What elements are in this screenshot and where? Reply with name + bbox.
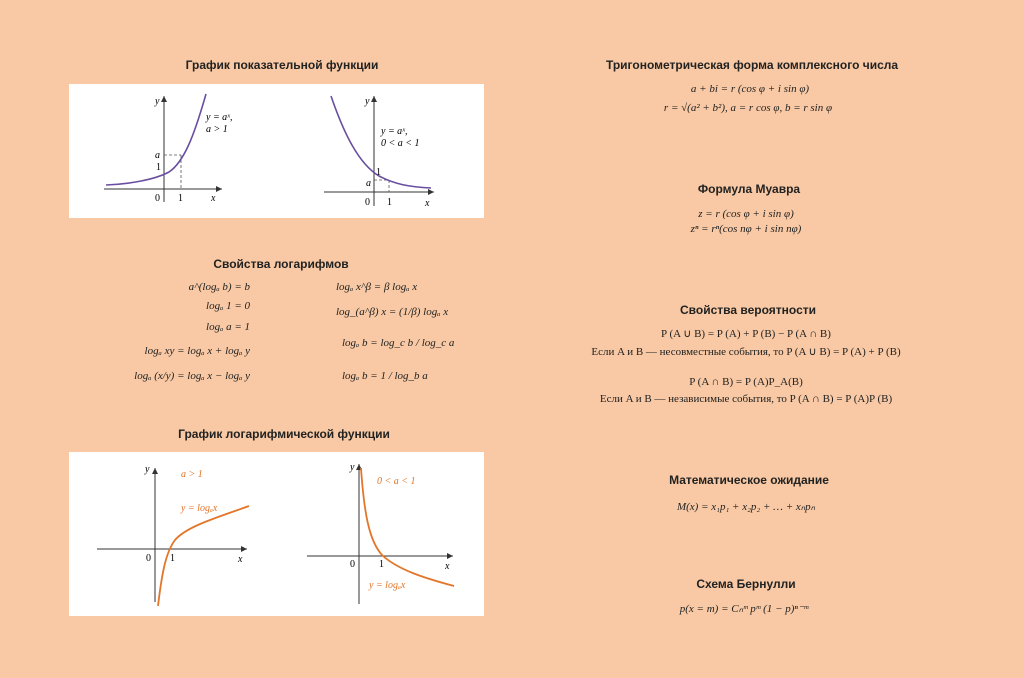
y-arrow <box>152 468 158 474</box>
log-props-title: Свойства логарифмов <box>213 257 349 271</box>
log-prop-2: logₐ 1 = 0 <box>206 300 250 312</box>
condition-label: 0 < a < 1 <box>377 476 416 487</box>
a-label: a <box>366 178 371 189</box>
condition-label: a > 1 <box>206 124 228 135</box>
y-label: y <box>365 96 370 107</box>
exp-graph-2 <box>324 96 434 209</box>
a-label: a <box>155 150 160 161</box>
x-arrow <box>428 189 434 195</box>
log-graph-title: График логарифмической функции <box>178 427 390 441</box>
log-graphs-svg <box>69 452 484 616</box>
y-arrow <box>161 96 167 102</box>
trig-title: Тригонометрическая форма комплексного числа <box>605 58 899 72</box>
log-prop-6: logₐ x^β = β logₐ x <box>336 281 418 293</box>
condition-label: 0 < a < 1 <box>381 138 420 149</box>
log-prop-3: logₐ a = 1 <box>206 321 250 333</box>
origin-label: 0 <box>365 197 370 208</box>
moivre-formula-1: z = r (cos φ + i sin φ) <box>698 208 794 220</box>
x-arrow <box>216 186 222 192</box>
y-label: y <box>145 464 150 475</box>
one-y-label: 1 <box>376 167 381 178</box>
one-x-label: 1 <box>178 193 183 204</box>
log-graph-panel <box>69 452 484 616</box>
one-x-label: 1 <box>387 197 392 208</box>
log-graph-1 <box>97 464 249 606</box>
moivre-formula-2: zⁿ = rⁿ(cos nφ + i sin nφ) <box>690 223 802 235</box>
bernoulli-formula: p(x = m) = Cₙᵐ pᵐ (1 − p)ⁿ⁻ᵐ <box>679 603 809 615</box>
equation-label: y = logₐx <box>369 580 406 591</box>
trig-formula-2: r = √(a² + b²), a = r cos φ, b = r sin φ <box>663 102 833 114</box>
exp-graph-1 <box>104 94 233 204</box>
prob-formula-3: P (A ∩ B) = P (A)P_A(B) <box>689 376 803 388</box>
prob-formula-1: P (A ∪ B) = P (A) + P (B) − P (A ∩ B) <box>661 328 831 340</box>
log-prop-5: logₐ (x/y) = logₐ x − logₐ y <box>134 370 250 382</box>
bernoulli-title: Схема Бернулли <box>696 577 796 591</box>
trig-formula-1: a + bi = r (cos φ + i sin φ) <box>690 83 810 95</box>
origin-label: 0 <box>155 193 160 204</box>
one-label: 1 <box>379 559 384 570</box>
exp-graphs-svg <box>69 84 484 218</box>
condition-label: a > 1 <box>181 469 203 480</box>
log-graph-2 <box>307 462 454 604</box>
origin-label: 0 <box>350 559 355 570</box>
equation-label: y = aˣ, <box>381 126 408 137</box>
y-label: y <box>350 462 355 473</box>
origin-label: 0 <box>146 553 151 564</box>
prob-formula-2: Если A и B — несовместные события, то P (A ∪ B) = P (A) + P (B) <box>591 346 901 358</box>
x-label: x <box>445 561 450 572</box>
y-arrow <box>371 96 377 102</box>
prob-formula-4: Если A и B — независимые события, то P (A ∩ B) = P (A)P (B) <box>599 393 893 405</box>
x-label: x <box>425 198 430 209</box>
log-prop-8: logₐ b = log_c b / log_c a <box>342 337 455 349</box>
log-prop-9: logₐ b = 1 / log_b a <box>342 370 428 382</box>
log-prop-7: log_(a^β) x = (1/β) logₐ x <box>336 306 449 318</box>
x-label: x <box>238 554 243 565</box>
exp-graph-panel <box>69 84 484 218</box>
equation-label: y = aˣ, <box>206 112 233 123</box>
log-prop-4: logₐ xy = logₐ x + logₐ y <box>144 345 250 357</box>
prob-title: Свойства вероятности <box>680 303 816 317</box>
moivre-title: Формула Муавра <box>697 182 801 196</box>
y-label: y <box>155 96 160 107</box>
expectation-title: Математическое ожидание <box>669 473 829 487</box>
one-label: 1 <box>170 553 175 564</box>
log-prop-1: a^(logₐ b) = b <box>188 281 250 293</box>
exp-graph-title: График показательной функции <box>185 58 379 72</box>
x-arrow <box>447 553 453 559</box>
expectation-formula: M(x) = x₁p₁ + x₂p₂ + … + xₙpₙ <box>676 501 816 513</box>
x-label: x <box>211 193 216 204</box>
one-y-label: 1 <box>156 162 161 173</box>
x-arrow <box>241 546 247 552</box>
equation-label: y = logₐx <box>181 503 218 514</box>
